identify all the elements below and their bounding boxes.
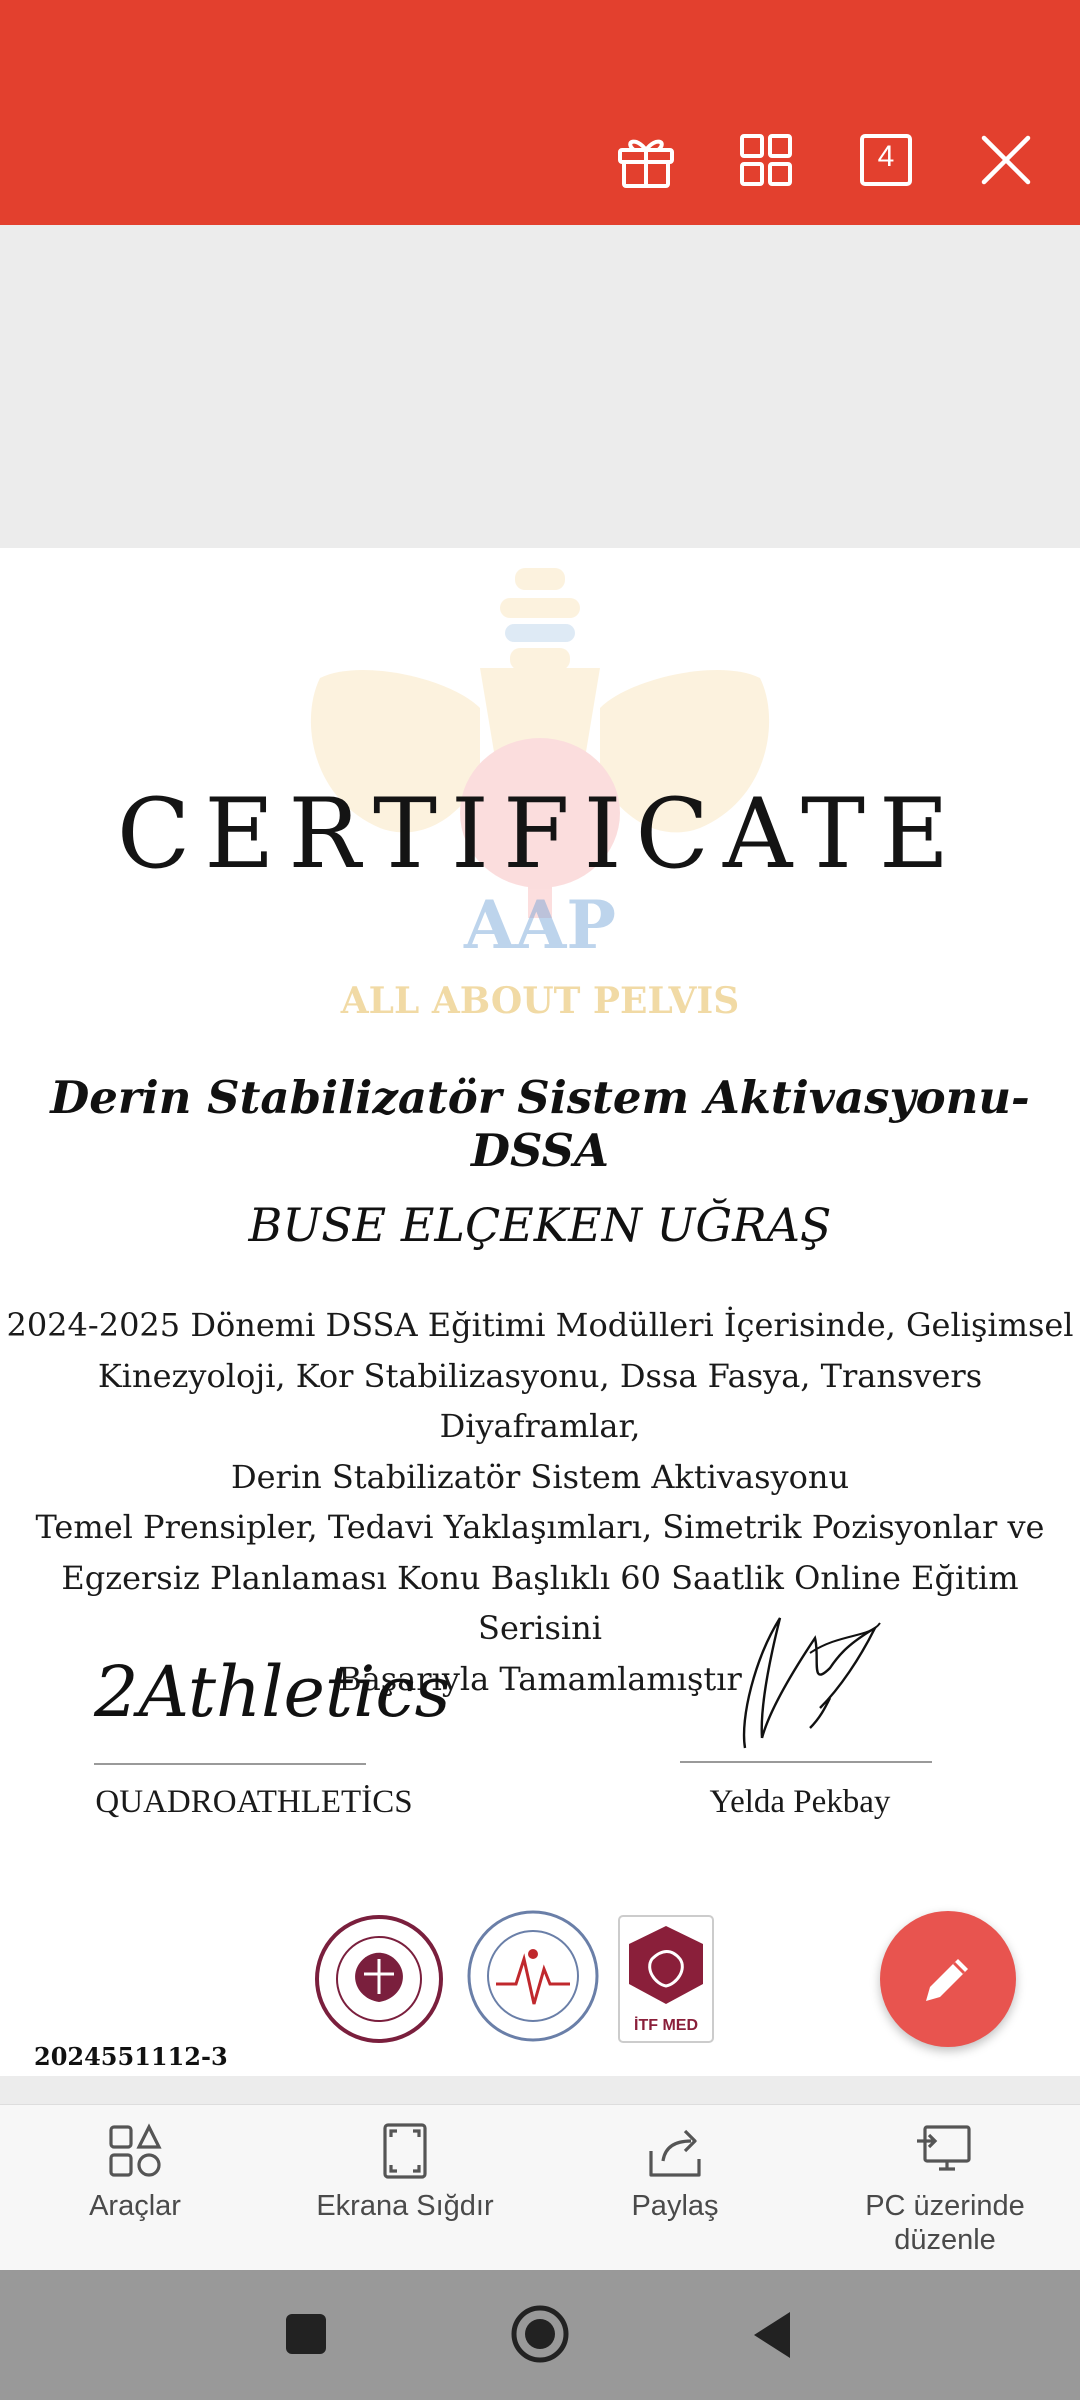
signature-right-name: Yelda Pekbay <box>709 1784 891 1820</box>
certificate-number: 2024551112-3 <box>34 2042 228 2071</box>
istanbul-university-seal <box>314 1914 444 2044</box>
pc-edit-icon <box>915 2121 975 2181</box>
tools-button[interactable] <box>0 2121 270 2271</box>
sports-medicine-seal <box>466 1909 600 2043</box>
fit-screen-button[interactable] <box>270 2121 540 2271</box>
body-line: Temel Prensipler, Tedavi Yaklaşımları, Simetrik Pozisyonlar ve <box>35 1508 1045 1546</box>
body-line: Başarıyla Tamamlamıştır <box>338 1659 742 1698</box>
body-line: Derin Stabilizatör Sistem Aktivasyonu <box>230 1457 850 1496</box>
tools-icon <box>105 2121 165 2181</box>
body-line: Egzersiz Planlaması Konu Başlıklı 60 Saatlik Online Eğitim Serisini <box>61 1558 1019 1647</box>
certificate-page <box>0 548 1080 2076</box>
fit-screen-icon <box>375 2121 435 2181</box>
back-icon[interactable] <box>752 2310 792 2360</box>
document-margin <box>0 225 1080 548</box>
recents-icon[interactable] <box>286 2310 326 2356</box>
bottom-toolbar <box>0 2104 1080 2271</box>
signature-line-left <box>94 1763 366 1765</box>
edit-fab-button[interactable] <box>880 1911 1016 2047</box>
signature-left <box>90 1626 451 1746</box>
pc-edit-label: PC üzerinde düzenle <box>865 2190 1025 2256</box>
pc-edit-button[interactable] <box>810 2121 1080 2271</box>
body-line: Kinezyoloji, Kor Stabilizasyonu, Dssa Fasya, Transvers Diyaframlar, <box>97 1356 983 1445</box>
svg-text:2Athletics: 2Athletics <box>94 1651 451 1733</box>
recipient-name: BUSE ELÇEKEN UĞRAŞ <box>248 1198 832 1252</box>
itf-med-seal <box>617 1914 715 2044</box>
home-icon[interactable] <box>510 2304 570 2364</box>
top-app-bar <box>0 0 1080 225</box>
close-icon[interactable] <box>974 128 1038 192</box>
grid-icon[interactable] <box>734 128 798 192</box>
course-title: Derin Stabilizatör Sistem Aktivasyonu- DSSA <box>50 1071 1030 1177</box>
pencil-icon <box>918 1949 978 2009</box>
svg-text:İTF MED: İTF MED <box>634 2017 698 2034</box>
tools-label: Araçlar <box>89 2190 181 2222</box>
page-count-label: 4 <box>877 140 895 173</box>
signature-right <box>700 1598 900 1768</box>
signature-line-right <box>680 1761 932 1763</box>
watermark-tagline: ALL ABOUT PELVIS <box>340 980 740 1022</box>
system-navigation-bar <box>0 2270 1080 2400</box>
gift-icon[interactable] <box>614 128 678 192</box>
watermark-logo-text: AAP <box>463 886 617 964</box>
body-line: 2024-2025 Dönemi DSSA Eğitimi Modülleri İçerisinde, Gelişimsel <box>6 1306 1074 1344</box>
signature-left-name: QUADROATHLETİCS <box>95 1784 413 1820</box>
certificate-title: CERTIFICATE <box>116 778 964 890</box>
share-icon <box>645 2121 705 2181</box>
fit-screen-label: Ekrana Sığdır <box>316 2190 494 2222</box>
share-button[interactable] <box>540 2121 810 2271</box>
page-count-badge[interactable] <box>854 128 918 192</box>
share-label: Paylaş <box>631 2190 719 2222</box>
